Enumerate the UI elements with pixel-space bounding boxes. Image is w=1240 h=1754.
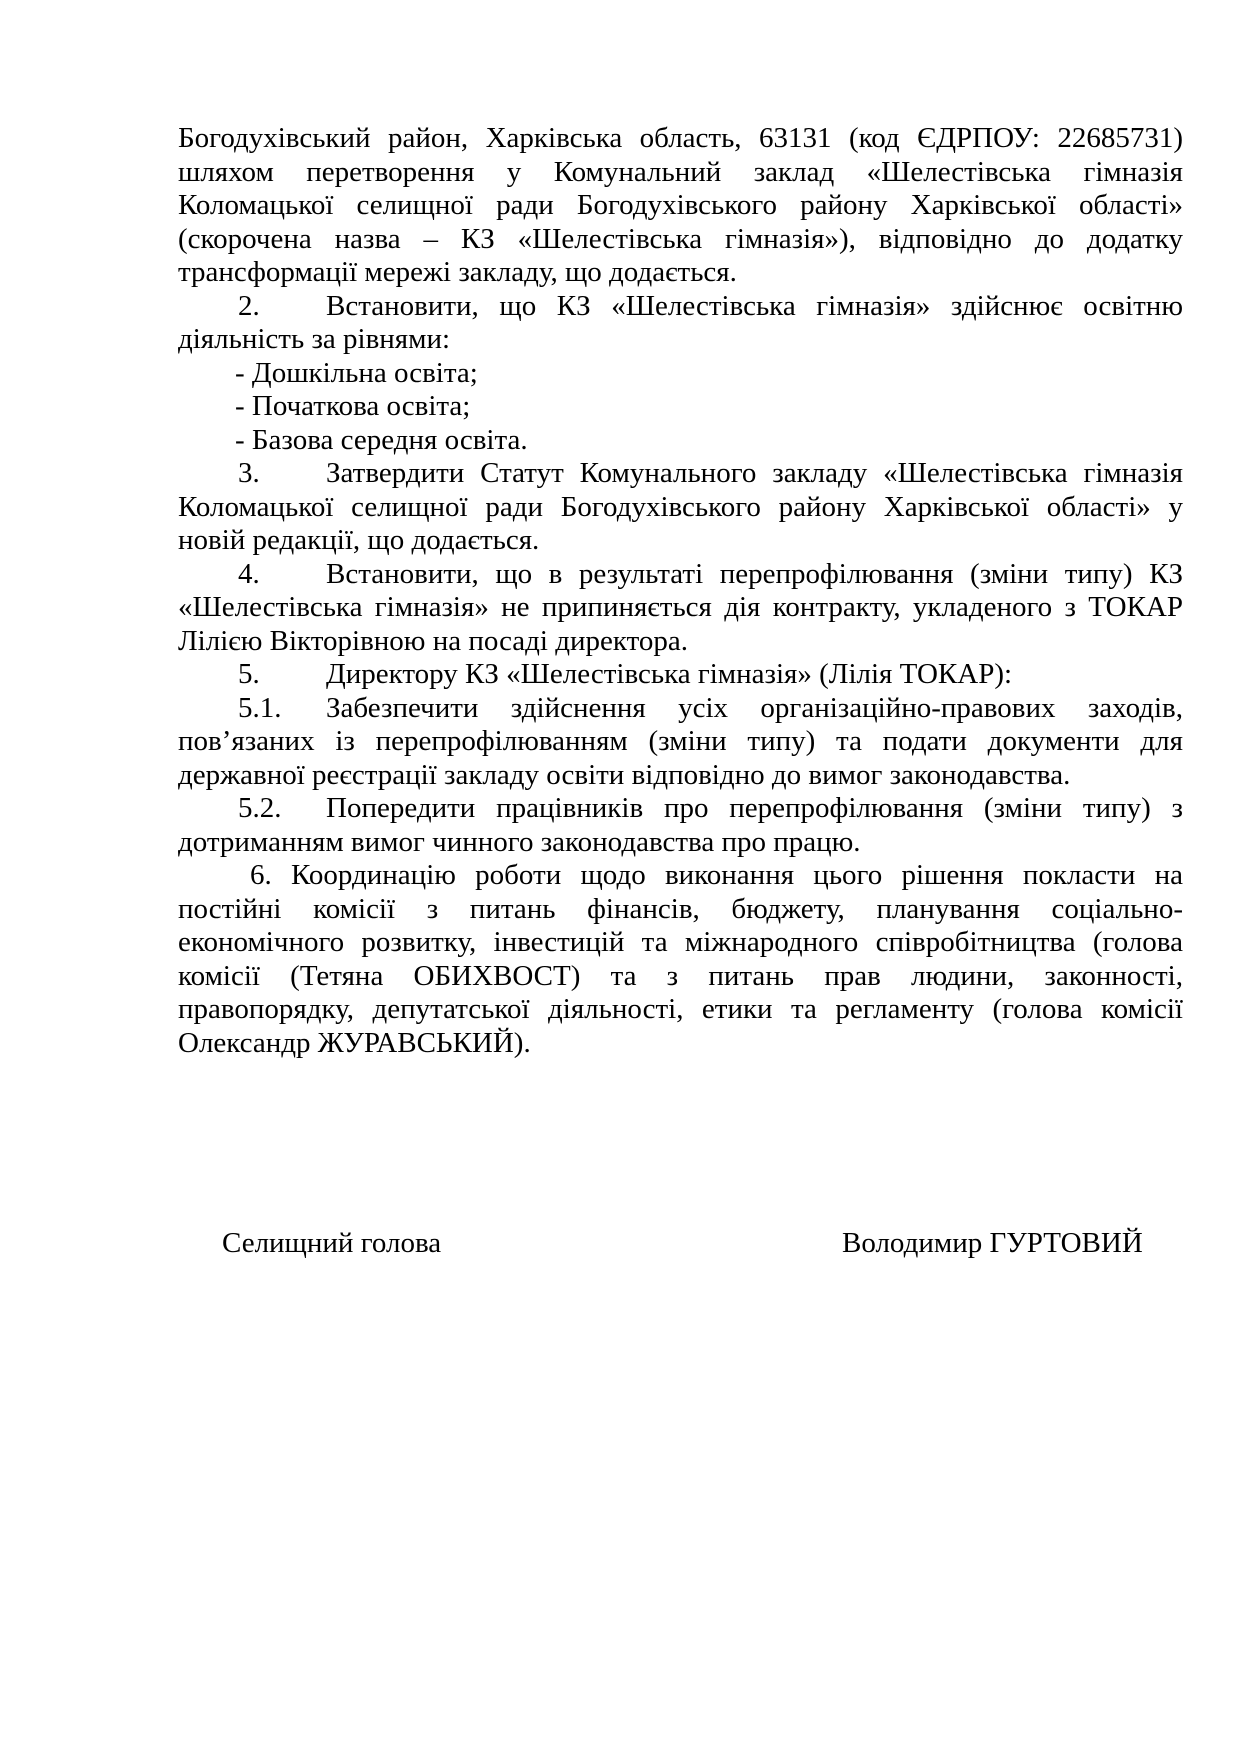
item6-first-line	[178, 859, 1183, 893]
item2-level-basic-secondary: - Базова середня освіта.	[235, 423, 528, 456]
item5-2-line-2: дотриманням вимог чинного законодавства про працю.	[178, 825, 861, 858]
item4-line-2: «Шелестівська гімназія» не припиняється дія контракту, укладеного з ТОКАР	[178, 591, 1183, 623]
item5-1-line-3: державної реєстрації закладу освіти відповідно до вимог законодавства.	[178, 758, 1071, 791]
decision-body	[178, 122, 1183, 1060]
item6-text: 6. Координацію роботи щодо виконання цього рішення покласти на	[250, 859, 1183, 891]
item5-1-text: Забезпечити здійснення усіх організаційно-правових заходів,	[326, 691, 1183, 724]
paragraph1-line-3: Коломацької селищної ради Богодухівського району Харківської області»	[178, 189, 1183, 221]
item5-1-first-line	[178, 692, 1183, 726]
item4-text: Встановити, що в результаті перепрофілювання (зміни типу) КЗ	[326, 557, 1183, 590]
item3-number: 3.	[238, 457, 260, 489]
item5-1-line-2: пов’язаних із перепрофілюванням (зміни типу) та подати документи для	[178, 725, 1183, 757]
item2-level-primary: - Початкова освіта;	[235, 390, 471, 422]
item6-line-6: Олександр ЖУРАВСЬКИЙ).	[178, 1026, 531, 1059]
item3-line-3: новій редакції, що додається.	[178, 524, 540, 556]
item2-number: 2.	[238, 289, 260, 322]
signature-block	[0, 1227, 1240, 1261]
item5-1-number: 5.1.	[238, 691, 282, 724]
paragraph1-line-5: трансформації мережі закладу, що додається.	[178, 256, 737, 288]
signatory-position: Селищний голова	[222, 1227, 442, 1259]
item5-text: Директору КЗ «Шелестівська гімназія» (Лілія ТОКАР):	[326, 658, 1013, 690]
item4-number: 4.	[238, 557, 260, 590]
item4-line-3: Лілією Вікторівною на посаді директора.	[178, 624, 689, 657]
item5-number: 5.	[238, 658, 260, 690]
signatory-name: Володимир ГУРТОВИЙ	[842, 1227, 1143, 1259]
item3-first-line	[178, 457, 1183, 491]
item5-2-first-line	[178, 792, 1183, 826]
item4-first-line	[178, 558, 1183, 592]
item3-line-2: Коломацької селищної ради Богодухівського району Харківської області» у	[178, 490, 1183, 523]
item6-line-4: комісії (Тетяна ОБИХВОСТ) та з питань прав людини, законності,	[178, 959, 1183, 992]
paragraph1-line-2: шляхом перетворення у Комунальний заклад «Шелестівська гімназія	[178, 155, 1183, 188]
item6-line-3: економічного розвитку, інвестицій та міжнародного співробітництва (голова	[178, 926, 1183, 958]
item2-first-line	[178, 290, 1183, 324]
item3-text: Затвердити Статут Комунального закладу «Шелестівська гімназія	[326, 457, 1183, 489]
paragraph1-line-1: Богодухівський район, Харківська область, 63131 (код ЄДРПОУ: 22685731)	[178, 122, 1183, 154]
item2-text: Встановити, що КЗ «Шелестівська гімназія» здійснює освітню	[326, 289, 1183, 322]
item2-level-preschool: - Дошкільна освіта;	[235, 356, 478, 389]
item6-line-2: постійні комісії з питань фінансів, бюджету, планування соціально-	[178, 892, 1183, 925]
item5-2-text: Попередити працівників про перепрофілювання (зміни типу) з	[326, 792, 1183, 824]
item5-2-number: 5.2.	[238, 792, 282, 824]
item5-first-line	[178, 658, 1183, 692]
paragraph1-line-4: (скорочена назва – КЗ «Шелестівська гімназія»), відповідно до додатку	[178, 222, 1183, 255]
item6-line-5: правопорядку, депутатської діяльності, етики та регламенту (голова комісії	[178, 993, 1183, 1025]
item2-second-line: діяльність за рівнями:	[178, 323, 451, 355]
